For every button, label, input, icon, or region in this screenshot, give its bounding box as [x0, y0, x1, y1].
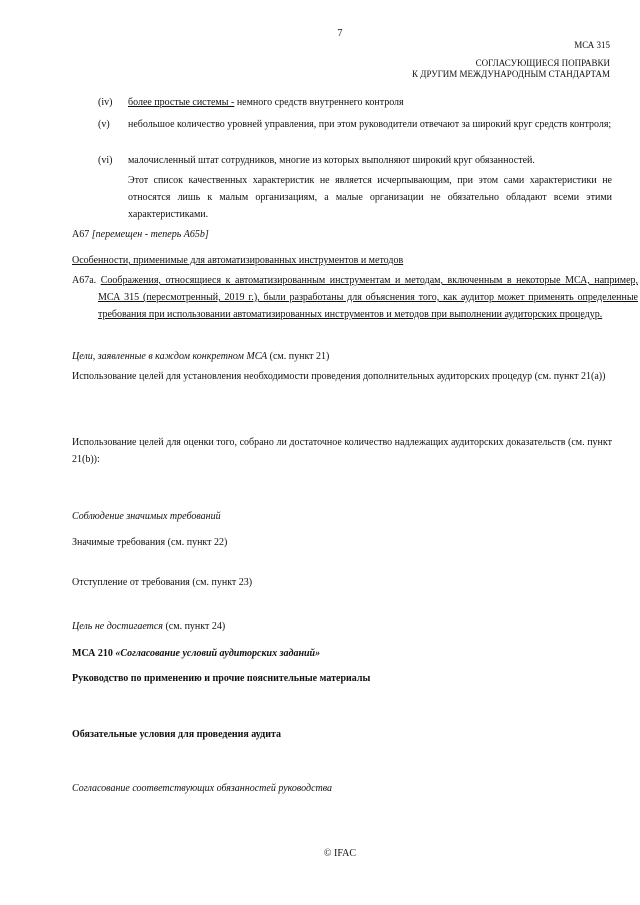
- conditions-heading: Обязательные условия для проведения аудита: [72, 729, 282, 740]
- compliance-paragraph-1: Значимые требования (см. пункт 22): [72, 537, 228, 548]
- list-item-label: (vi): [98, 155, 113, 166]
- list-item-text: малочисленный штат сотрудников, многие из которых выполняют широкий круг обязанностей.: [128, 155, 535, 166]
- running-header: [412, 58, 610, 80]
- compliance-paragraph-2: Отступление от требования (см. пункт 23): [72, 577, 253, 588]
- isa210-heading: МСА 210 «Согласование условий аудиторских заданий»: [72, 648, 321, 659]
- running-header-line1: СОГЛАСУЮЩИЕСЯ ПОПРАВКИ: [475, 58, 610, 68]
- list-item-label: (iv): [98, 97, 113, 108]
- list-note: Этот список качественных характеристик не является исчерпывающим, при этом сами характеристики не относятся лишь к малым организациям, а малые организации не обязательно обладают всеми этими характеристиками.: [128, 175, 612, 220]
- agreement-heading: Согласование соответствующих обязанностей руководства: [72, 783, 332, 794]
- list-item-text: небольшое количество уровней управления, при этом руководители отвечают за широкий круг средств контроля;: [128, 119, 612, 130]
- goals-paragraph-2: Использование целей для оценки того, собрано ли достаточное количество надлежащих аудиторских доказательств (см. пункт 21(b)):: [72, 437, 612, 465]
- list-item: [98, 116, 612, 133]
- standard-code: МСА 315: [574, 40, 610, 50]
- footer-copyright: © IFAC: [323, 848, 357, 859]
- list-item-text: более простые системы - немного средств внутреннего контроля: [128, 97, 404, 108]
- list-item-label: (v): [98, 119, 110, 130]
- page-number: 7: [337, 28, 343, 39]
- compliance-heading: Соблюдение значимых требований: [72, 511, 221, 522]
- goals-heading: Цели, заявленные в каждом конкретном МСА (см. пункт 21): [72, 351, 330, 362]
- not-achieved-heading: Цель не достигается (см. пункт 24): [72, 621, 226, 632]
- running-header-line2: К ДРУГИМ МЕЖДУНАРОДНЫМ СТАНДАРТАМ: [412, 69, 610, 79]
- section-heading-automation: Особенности, применимые для автоматизированных инструментов и методов: [72, 255, 404, 266]
- paragraph-a67: A67 [перемещен - теперь A65b]: [72, 229, 209, 240]
- list-item: [98, 94, 612, 111]
- paragraph-a67a: A67a. Соображения, относящиеся к автоматизированным инструментам и методам, включенным в некоторые МСА, например, МСА 315 (пересмотренный, 2019 г.), были разработаны для объяснения того, как аудитор может применять определенные требования при использовании автоматизированных инструментов и методов при выполнении аудиторских процедур.: [72, 275, 639, 320]
- list-item: [98, 152, 612, 169]
- guidance-heading: Руководство по применению и прочие пояснительные материалы: [72, 673, 371, 684]
- goals-paragraph-1: Использование целей для установления необходимости проведения дополнительных аудиторских процедур (см. пункт 21(a)): [72, 371, 606, 382]
